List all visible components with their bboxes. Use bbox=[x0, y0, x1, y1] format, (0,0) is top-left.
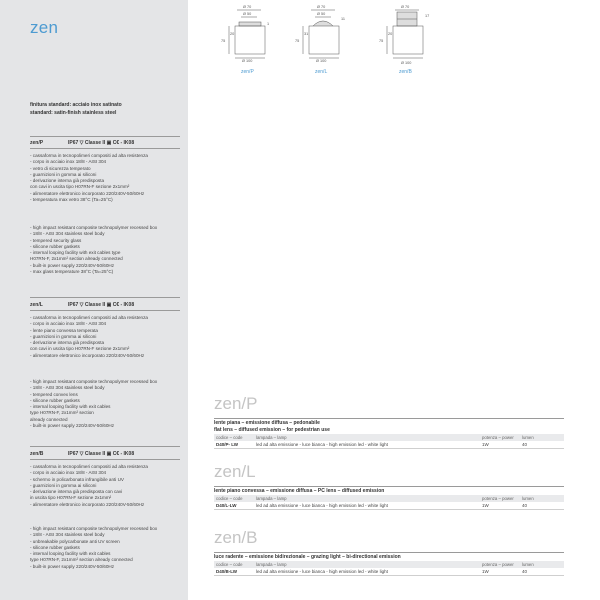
drawing-zen-l bbox=[303, 10, 339, 58]
list-item: - 18/8 - AISI 304 stainless steel body bbox=[30, 385, 105, 391]
spec-sidebar bbox=[0, 0, 188, 600]
spec-rating: IP67 ▽ Classe II ▣ C€ - IK08 bbox=[68, 302, 135, 308]
cell-lumen: 40 bbox=[522, 503, 528, 508]
table-row bbox=[214, 441, 564, 449]
col-power: potenza – power bbox=[482, 562, 514, 567]
list-item: - high impact resistant composite technopolymer recessed box bbox=[30, 526, 158, 531]
col-power: potenza – power bbox=[482, 496, 514, 501]
list-item: type H07RN-F, 2x1mm² section bbox=[30, 410, 94, 416]
list-item: - lente piano convessa temperata bbox=[30, 327, 98, 333]
col-code: codice – code bbox=[216, 435, 243, 440]
list-item: - derivazione interna già predisposta con cavi bbox=[30, 489, 123, 495]
spec-header-l bbox=[30, 302, 182, 308]
dim-label: Ø 50 bbox=[317, 12, 326, 16]
spec-list-it-b bbox=[30, 464, 185, 508]
spec-code: zen/L bbox=[30, 302, 43, 308]
list-item: - silicone rubber gaskets bbox=[30, 243, 80, 249]
spec-header-p bbox=[30, 140, 182, 146]
list-item: - built-in power supply 220/240V-50/60Hz bbox=[30, 262, 115, 268]
product-title: zen/L bbox=[214, 462, 256, 481]
dim-label: 31 bbox=[304, 32, 309, 36]
dim-label: Ø 70 bbox=[401, 5, 410, 9]
list-item: - high impact resistant composite technopolymer recessed box bbox=[30, 225, 158, 230]
cell-lumen: 40 bbox=[522, 442, 528, 447]
product-desc: lente piana – emissione diffusa – pedonabile bbox=[214, 418, 564, 427]
list-item: - temperatura max vetro 38°C (Ta=25°C) bbox=[30, 197, 113, 203]
list-item: - silicone rubber gaskets bbox=[30, 397, 80, 403]
table-row bbox=[214, 568, 564, 576]
brand-title: zen bbox=[30, 18, 59, 37]
list-item: - cassaforma in tecnopolimeri compositi ad alta resistenza bbox=[30, 153, 148, 158]
product-desc: flat lens – diffused emission – for pedestrian use bbox=[214, 427, 330, 433]
list-item: - derivazione interna già predisposta bbox=[30, 340, 105, 346]
list-item: - tempered convex lens bbox=[30, 391, 78, 397]
dim-label: 17 bbox=[425, 14, 430, 18]
list-item: con cavi in uscita tipo H07RN-F sezione 2x1mm² bbox=[30, 346, 130, 352]
drawing-caption: zen/P bbox=[241, 69, 254, 75]
list-item: - alimentatore elettronico incorporato 220/240V-50/60Hz bbox=[30, 352, 145, 358]
list-item: - vetro di sicurezza temperato bbox=[30, 165, 91, 171]
spec-rating: IP67 ▽ Classe II ▣ C€ - IK08 bbox=[68, 140, 135, 146]
list-item: - derivazione interna già predisposta bbox=[30, 178, 105, 184]
spec-list-it-p bbox=[30, 153, 185, 203]
table-header bbox=[214, 434, 564, 441]
drawing-caption: zen/L bbox=[315, 69, 328, 75]
col-lumen: lumen bbox=[522, 562, 534, 567]
dim-label: Ø 100 bbox=[242, 59, 253, 63]
spec-list-en-l bbox=[30, 379, 185, 429]
cell-code: D40/P- LW bbox=[216, 442, 239, 447]
col-lamp: lampada – lamp bbox=[256, 562, 287, 567]
divider bbox=[30, 297, 180, 298]
cell-code: D40/L-LW bbox=[216, 503, 237, 508]
divider bbox=[30, 459, 180, 460]
drawing-zen-p bbox=[229, 10, 265, 58]
dim-label: 75 bbox=[295, 39, 300, 43]
drawing-caption: zen/B bbox=[399, 69, 412, 75]
cell-lamp: led ad alta emissione - luce bianca - high emission led - white light bbox=[256, 503, 388, 508]
spec-code: zen/P bbox=[30, 140, 44, 146]
list-item: type H07RN-F, 2x1mm² section already connected bbox=[30, 557, 133, 563]
finish-block bbox=[30, 101, 182, 117]
spec-code: zen/B bbox=[30, 451, 44, 457]
dim-label: 20 bbox=[388, 32, 393, 36]
list-item: - corpo in acciaio inox 18/8 - AISI 304 bbox=[30, 470, 107, 476]
list-item: in uscita tipo H07RN-F sezione 2x1mm² bbox=[30, 495, 112, 501]
dim-label: Ø 100 bbox=[401, 61, 412, 65]
spec-list-it-l bbox=[30, 315, 185, 359]
product-title: zen/B bbox=[214, 528, 258, 547]
list-item: - internal looping facility with exit cables bbox=[30, 551, 111, 557]
dim-label: Ø 70 bbox=[243, 5, 252, 9]
dim-label: Ø 100 bbox=[316, 59, 327, 63]
list-item: - corpo in acciaio inox 18/8 - AISI 304 bbox=[30, 321, 107, 327]
col-lamp: lampada – lamp bbox=[256, 496, 287, 501]
list-item: - silicone rubber gaskets bbox=[30, 544, 80, 550]
cell-lamp: led ad alta emissione - luce bianca - high emission led - white light bbox=[256, 569, 388, 574]
list-item: - alimentatore elettronico incorporato 220/240V-50/60Hz bbox=[30, 190, 145, 196]
table-row bbox=[214, 502, 564, 510]
dim-label: Ø 50 bbox=[243, 12, 252, 16]
divider bbox=[30, 446, 180, 447]
list-item: - guarnizioni in gomma ai siliconi bbox=[30, 333, 97, 339]
list-item: - 18/8 - AISI 304 stainless steel body bbox=[30, 231, 105, 237]
list-item: - cassaforma in tecnopolimeri compositi ad alta resistenza bbox=[30, 315, 148, 320]
table-header bbox=[214, 495, 564, 502]
col-code: codice – code bbox=[216, 496, 243, 501]
col-lamp: lampada – lamp bbox=[256, 435, 287, 440]
list-item: - cassaforma in tecnopolimeri compositi ad alta resistenza bbox=[30, 464, 148, 469]
list-item: already connected bbox=[30, 416, 68, 422]
dim-label: 20 bbox=[230, 32, 235, 36]
divider bbox=[30, 310, 180, 311]
dim-label: 1 bbox=[267, 22, 270, 26]
col-code: codice – code bbox=[216, 562, 243, 567]
cell-lumen: 40 bbox=[522, 569, 528, 574]
list-item: - 18/8 - AISI 304 stainless steel body bbox=[30, 532, 105, 538]
cell-lamp: led ad alta emissione - luce bianca - high emission led - white light bbox=[256, 442, 388, 447]
finish-it: finitura standard: acciaio inox satinato bbox=[30, 102, 122, 108]
drawing-zen-b bbox=[387, 10, 423, 58]
product-desc: luce radente – emissione bidirezionale – grazing light – bi-directional emission bbox=[214, 552, 564, 561]
dim-label: Ø 70 bbox=[317, 5, 326, 9]
spec-header-b bbox=[30, 451, 182, 457]
product-desc: lente piano convessa – emissione diffusa – PC lens – diffused emission bbox=[214, 486, 564, 495]
col-power: potenza – power bbox=[482, 435, 514, 440]
col-lumen: lumen bbox=[522, 496, 534, 501]
dim-label: 11 bbox=[341, 17, 345, 21]
list-item: - internal looping facility with exit cables bbox=[30, 404, 111, 410]
product-block-b bbox=[214, 552, 564, 576]
dim-label: 75 bbox=[379, 39, 384, 43]
finish-en: standard: satin-finish stainless steel bbox=[30, 110, 117, 116]
list-item: - guarnizioni in gomma ai siliconi bbox=[30, 171, 97, 177]
list-item: H07RN-F, 2x1mm² section already connected bbox=[30, 256, 123, 262]
spec-list-en-p bbox=[30, 225, 185, 275]
table-header bbox=[214, 561, 564, 568]
col-lumen: lumen bbox=[522, 435, 534, 440]
product-title: zen/P bbox=[214, 394, 258, 413]
spec-rating: IP67 ▽ Classe II ▣ C€ - IK08 bbox=[68, 451, 135, 457]
cell-power: 1W bbox=[482, 442, 489, 447]
dim-label: 75 bbox=[221, 39, 226, 43]
cell-code: D40/B-LW bbox=[216, 569, 238, 574]
list-item: - unbreakable polycarbonate anti UV screen bbox=[30, 538, 120, 544]
spec-list-en-b bbox=[30, 526, 185, 570]
list-item: - max glass temperature 38°C (Ta=25°C) bbox=[30, 269, 114, 275]
list-item: - tempered security glass bbox=[30, 237, 82, 243]
divider bbox=[30, 148, 180, 149]
product-block-l bbox=[214, 486, 564, 510]
technical-drawings bbox=[215, 2, 445, 82]
list-item: - built-in power supply 220/240V-50/60Hz bbox=[30, 423, 115, 429]
list-item: con cavi in uscita tipo H07RN-F sezione 2x1mm² bbox=[30, 184, 130, 190]
product-block-p bbox=[214, 418, 564, 449]
list-item: - schermo in policarbonato infrangibile anti UV bbox=[30, 476, 124, 482]
cell-power: 1W bbox=[482, 503, 489, 508]
list-item: - high impact resistant composite technopolymer recessed box bbox=[30, 379, 158, 384]
list-item: - internal looping facility with exit cables type bbox=[30, 250, 121, 256]
divider bbox=[30, 136, 180, 137]
cell-power: 1W bbox=[482, 569, 489, 574]
list-item: - guarnizioni in gomma ai siliconi bbox=[30, 482, 97, 488]
list-item: - built-in power supply 220/240V-50/60Hz bbox=[30, 563, 115, 569]
list-item: - alimentatore elettronico incorporato 220/240V-50/60Hz bbox=[30, 501, 145, 507]
list-item: - corpo in acciaio inox 18/8 - AISI 304 bbox=[30, 159, 107, 165]
